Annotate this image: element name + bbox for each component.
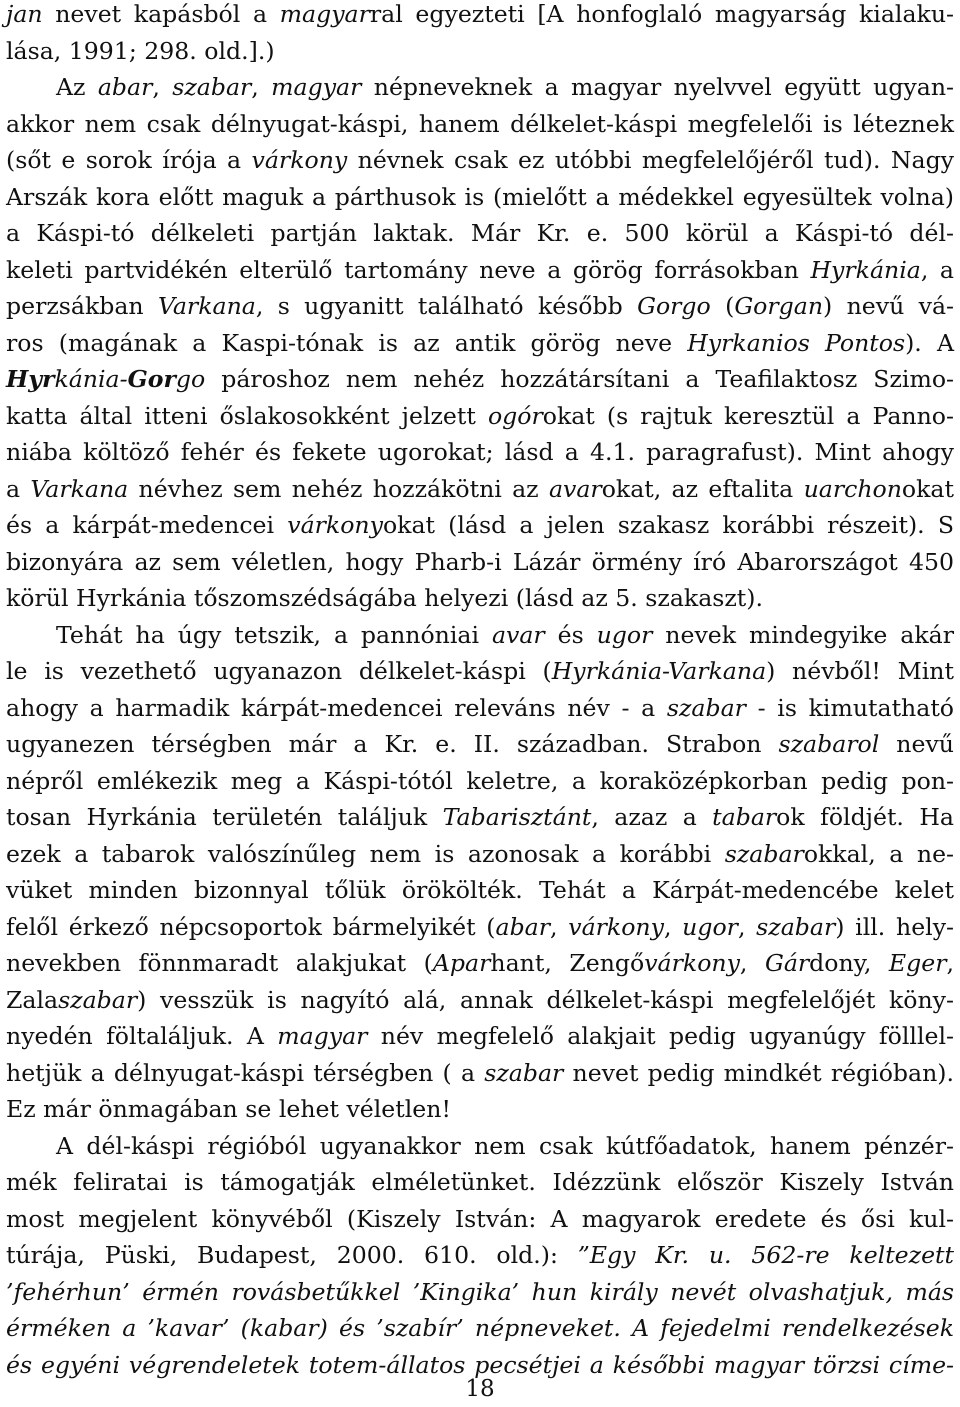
text-run: akkor nem csak délnyugat-káspi, hanem délkelet-káspi megfelelői is léteznek — [6, 109, 954, 138]
italic-run: Hyrkanios Pontos — [687, 328, 906, 357]
italic-run: magyar — [279, 0, 370, 28]
text-line — [6, 580, 954, 617]
italic-run: Hyrkánia — [810, 255, 921, 284]
text-line — [6, 33, 954, 70]
text-run: ugyanezen térségben már a Kr. e. II. században. Strabon — [6, 730, 779, 758]
text-line — [6, 1055, 954, 1092]
text-run: népről emlékezik meg a Káspi-tótól keletre, a koraközépkorban pedig pon- — [6, 766, 954, 795]
italic-run: és egyéni végrendeletek totem-állatos pecsétjei a későbbi magyar törzsi címe- — [6, 1350, 954, 1379]
text-run: tosan Hyrkánia területén találjuk — [6, 803, 443, 831]
italic-run: várkony — [644, 949, 740, 977]
text-run: perzsákban — [6, 292, 158, 320]
text-run: katta által itteni őslakosokként jelzett — [6, 401, 488, 430]
bold-italic-run: Gor — [127, 365, 176, 393]
text-line — [6, 507, 954, 544]
text-line — [6, 945, 954, 982]
italic-run: ugor — [596, 620, 653, 649]
italic-run: szabar — [666, 693, 746, 722]
italic-run: Varkana — [157, 292, 256, 320]
text-line — [6, 142, 954, 179]
text-line — [6, 69, 954, 106]
text-run: hant, Zengő — [490, 949, 645, 977]
text-line — [6, 799, 954, 836]
italic-run: Hyrkánia-Varkana — [551, 657, 767, 685]
text-run: , — [739, 949, 765, 977]
text-line — [6, 1201, 954, 1238]
text-line — [6, 653, 954, 690]
text-run: (sőt e sorok írója a — [6, 146, 252, 174]
text-line — [6, 398, 954, 435]
text-run: ok földjét. Ha — [776, 803, 954, 831]
text-run: ) névből! Mint — [766, 657, 954, 685]
italic-run: kánia- — [54, 365, 128, 393]
text-line — [6, 106, 954, 143]
italic-run: szabar — [756, 912, 836, 941]
text-run: , — [550, 912, 569, 941]
text-run: nevet kapásból a — [42, 0, 280, 28]
text-run: niába költöző fehér és fekete ugorokat; lásd a 4.1. paragrafust). Mint ahogy — [6, 438, 954, 466]
text-run: , s ugyanitt található később — [255, 292, 638, 320]
italic-run: abar — [495, 912, 551, 941]
text-line — [6, 1310, 954, 1347]
text-run: névnek csak ez utóbbi megfelelőjéről tud). Nagy — [347, 146, 955, 174]
text-line — [6, 544, 954, 581]
text-line — [6, 1091, 954, 1128]
italic-run: Gorgan — [734, 292, 824, 320]
italic-run: szabar — [58, 985, 138, 1014]
text-line — [6, 1237, 954, 1274]
text-line — [6, 726, 954, 763]
italic-run: go — [175, 365, 206, 393]
text-line — [6, 1164, 954, 1201]
italic-run: ”Egy Kr. u. 562-re keltezett — [577, 1241, 954, 1269]
italic-run: szabar — [172, 73, 252, 101]
italic-run: szabar — [484, 1058, 564, 1087]
text-run: ezek a tabarok valószínűleg nem is azonosak a korábbi — [6, 839, 725, 868]
italic-run: szabar — [724, 839, 804, 868]
text-run: dony, — [809, 949, 889, 977]
text-run: hetjük a délnyugat-káspi térségben ( a — [6, 1058, 485, 1087]
italic-run: várkony — [568, 912, 664, 941]
text-run: , azaz a — [591, 803, 713, 831]
text-run: bizonyára az sem véletlen, hogy Pharb-i Lázár örmény író Abarországot 450 — [6, 547, 954, 576]
text-run: , — [251, 73, 272, 101]
text-run: , — [663, 912, 683, 941]
text-run: mék feliratai is támogatják elméletünket. Idézzünk először Kiszely István — [6, 1168, 954, 1196]
italic-run: avar — [548, 474, 602, 503]
text-run: népneveknek a magyar nyelvvel együtt ugyan- — [361, 73, 954, 101]
italic-run: uarchon — [803, 474, 902, 503]
text-run: lása, 1991; 298. old.].) — [6, 36, 275, 65]
text-run: keleti partvidékén elterülő tartomány neve a görög forrásokban — [6, 255, 811, 284]
text-run: és — [544, 620, 597, 649]
text-run: okat (lásd a jelen szakasz korábbi részeit). S — [382, 511, 954, 539]
italic-run: magyar — [277, 1022, 368, 1050]
text-line — [6, 763, 954, 800]
text-run: nevű — [879, 730, 954, 758]
italic-run: ogór — [487, 401, 543, 430]
text-run: vüket minden bizonnyal tőlük örökölték. Tehát a Kárpát-medencébe kelet — [6, 876, 954, 904]
text-run: , — [737, 912, 757, 941]
text-line — [6, 434, 954, 471]
text-run: most megjelent könyvéből (Kiszely István: A magyarok eredete és ősi kul- — [6, 1204, 954, 1233]
text-run: , a — [920, 255, 954, 284]
text-run: ). A — [905, 328, 954, 357]
italic-run: abar — [97, 73, 153, 101]
text-run: ) ill. hely- — [835, 912, 955, 941]
text-line — [6, 1128, 954, 1165]
text-run: nevek mindegyike akár — [652, 620, 954, 649]
italic-run: Gár — [764, 949, 810, 977]
text-run: nevekben fönnmaradt alakjukat ( — [6, 949, 433, 977]
text-run: ) nevű vá- — [823, 292, 954, 320]
text-line — [6, 617, 954, 654]
italic-run: Gorgo — [637, 292, 711, 320]
text-run: Arszák kora előtt maguk a párthusok is (mielőtt a médekkel egyesültek volna) — [6, 182, 954, 211]
italic-run: jan — [6, 0, 43, 28]
italic-run: Tabarisztánt — [442, 803, 592, 831]
text-run: Zala — [6, 985, 59, 1014]
text-run: nyedén föltaláljuk. A — [6, 1022, 278, 1050]
text-line — [6, 982, 954, 1019]
text-run: körül Hyrkánia tőszomszédságába helyezi (lásd az 5. szakaszt). — [6, 584, 763, 612]
text-line — [6, 1018, 954, 1055]
italic-run: Eger — [888, 949, 947, 977]
text-run: nevet pedig mindkét régióban). — [563, 1058, 954, 1087]
body-text — [6, 0, 954, 1383]
italic-run: tabar — [712, 803, 777, 831]
italic-run: várkony — [287, 511, 383, 539]
text-run: okat, az eftalita — [601, 474, 804, 503]
text-run: , — [152, 73, 173, 101]
text-line — [6, 361, 954, 398]
italic-run: avar — [491, 620, 545, 649]
text-run: ) vesszük is nagyító alá, annak délkelet-káspi megfelelőjét köny- — [137, 985, 954, 1014]
italic-run: várkony — [251, 146, 348, 174]
text-run: és a kárpát-medencei — [6, 511, 288, 539]
text-line — [6, 872, 954, 909]
italic-run: Apar — [432, 949, 491, 977]
text-run: a — [6, 474, 31, 503]
text-run: ral egyezteti [A honfoglaló magyarság kialaku- — [369, 0, 954, 28]
italic-run: Varkana — [30, 474, 129, 503]
text-run: okat — [901, 474, 954, 503]
text-line — [6, 215, 954, 252]
bold-italic-run: Hyr — [6, 365, 55, 393]
text-run: okkal, a ne- — [803, 839, 955, 868]
text-line — [6, 836, 954, 873]
italic-run: magyar — [271, 73, 362, 101]
italic-run: ugor — [682, 912, 738, 941]
text-run: le is vezethető ugyanazon délkelet-káspi ( — [6, 657, 552, 685]
text-line — [6, 288, 954, 325]
text-run: túrája, Püski, Budapest, 2000. 610. old.): — [6, 1241, 578, 1269]
text-run: Ez már önmagában se lehet véletlen! — [6, 1095, 451, 1123]
text-line — [6, 909, 954, 946]
text-run: név megfelelő alakjait pedig ugyanúgy fölllel- — [367, 1022, 954, 1050]
text-run: ros (magának a Kaspi-tónak is az antik görög neve — [6, 328, 688, 357]
text-run: pároshoz nem nehéz hozzátársítani a Teafilaktosz Szimo- — [205, 365, 954, 393]
text-run: ( — [710, 292, 735, 320]
text-line — [6, 325, 954, 362]
italic-run: érméken a ’kavar’ (kabar) és ’szabír’ népneveket. A fejedelmi rendelkezések — [6, 1314, 954, 1342]
text-run: A dél-káspi régióból ugyanakkor nem csak kútfőadatok, hanem pénzér- — [56, 1131, 954, 1160]
text-line — [6, 471, 954, 508]
text-line — [6, 179, 954, 216]
italic-run: ’fehérhun’ érmén rovásbetűkkel ’Kingika’ hun király nevét olvashatjuk, más — [6, 1277, 954, 1306]
text-line — [6, 0, 954, 33]
text-run: okat (s rajtuk keresztül a Panno- — [542, 401, 954, 430]
text-line — [6, 690, 954, 727]
italic-run: szabarol — [778, 730, 880, 758]
text-run: névhez sem nehéz hozzákötni az — [128, 474, 549, 503]
text-run: Tehát ha úgy tetszik, a pannóniai — [56, 620, 492, 649]
text-run: Az — [56, 73, 98, 101]
page-number: 18 — [465, 1376, 495, 1402]
text-run: felől érkező népcsoportok bármelyikét ( — [6, 912, 496, 941]
text-run: ahogy a harmadik kárpát-medencei releváns név - a — [6, 693, 667, 722]
text-line — [6, 252, 954, 289]
text-run: , — [946, 949, 954, 977]
text-run: - is kimutatható — [745, 693, 955, 722]
text-line — [6, 1274, 954, 1311]
text-run: a Káspi-tó délkeleti partján laktak. Már Kr. e. 500 körül a Káspi-tó dél- — [6, 219, 954, 247]
